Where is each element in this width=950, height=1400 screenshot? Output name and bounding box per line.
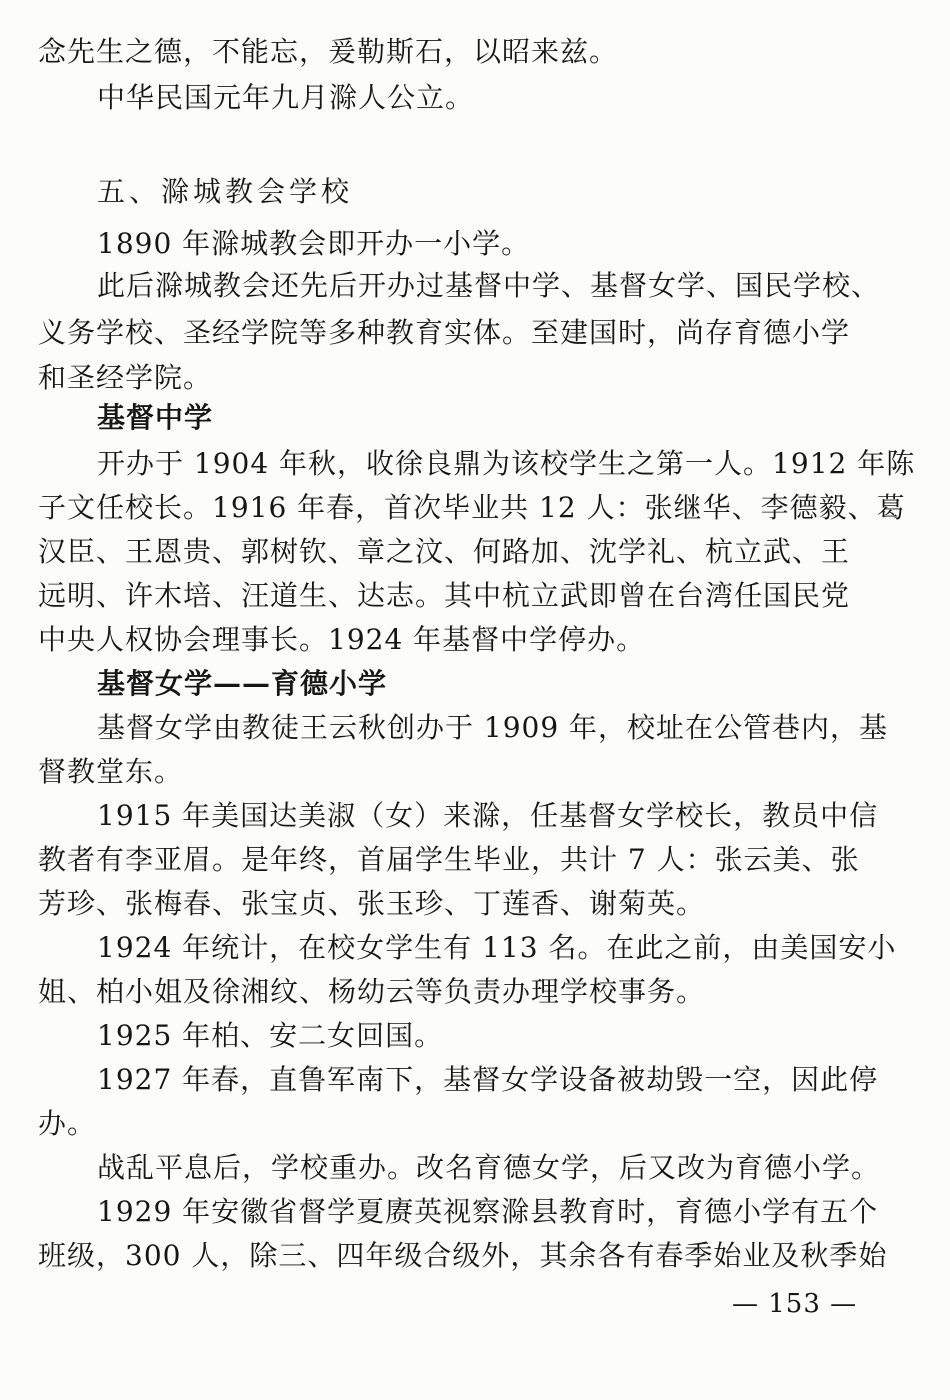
section-heading: 五、滁城教会学校 <box>97 175 354 208</box>
text-line: 开办于 1904 年秋，收徐良鼎为该校学生之第一人。1912 年陈 <box>97 447 916 480</box>
page-number: — 153 — <box>732 1289 858 1319</box>
text-line: 基督女学由教徒王云秋创办于 1909 年，校址在公管巷内，基 <box>97 711 889 744</box>
text-line: 远明、许木培、汪道生、达志。其中杭立武即曾在台湾任国民党 <box>38 579 851 612</box>
text-line: 1927 年春，直鲁军南下，基督女学设备被劫毁一空，因此停 <box>97 1063 879 1096</box>
text-line: 义务学校、圣经学院等多种教育实体。至建国时，尚存育德小学 <box>38 316 851 349</box>
text-line: 班级，300 人，除三、四年级合级外，其余各有春季始业及秋季始 <box>38 1239 888 1272</box>
subsection-heading: 基督女学——育德小学 <box>97 667 388 700</box>
text-line: 战乱平息后，学校重办。改名育德女学，后又改为育德小学。 <box>97 1151 881 1184</box>
text-line: 此后滁城教会还先后开办过基督中学、基督女学、国民学校、 <box>97 269 881 302</box>
text-line: 1924 年统计，在校女学生有 113 名。在此之前，由美国安小 <box>97 931 897 964</box>
text-line: 1890 年滁城教会即开办一小学。 <box>97 227 531 260</box>
text-line: 中央人权协会理事长。1924 年基督中学停办。 <box>38 623 646 656</box>
text-line: 念先生之德，不能忘，爰勒斯石，以昭来兹。 <box>38 35 619 68</box>
text-line: 芳珍、张梅春、张宝贞、张玉珍、丁莲香、谢菊英。 <box>38 887 706 920</box>
text-line: 和圣经学院。 <box>38 361 213 394</box>
text-line: 1929 年安徽省督学夏赓英视察滁县教育时，育德小学有五个 <box>97 1195 879 1228</box>
text-line: 中华民国元年九月滁人公立。 <box>97 81 475 114</box>
text-line: 教者有李亚眉。是年终，首届学生毕业，共计 7 人：张云美、张 <box>38 843 860 876</box>
subsection-heading: 基督中学 <box>97 401 214 434</box>
text-line: 1915 年美国达美淑（女）来滁，任基督女学校长，教员中信 <box>97 799 879 832</box>
text-line: 子文任校长。1916 年春，首次毕业共 12 人：张继华、李德毅、葛 <box>38 491 906 524</box>
text-line: 1925 年柏、安二女回国。 <box>97 1019 444 1052</box>
text-line: 督教堂东。 <box>38 755 184 788</box>
text-line: 姐、柏小姐及徐湘纹、杨幼云等负责办理学校事务。 <box>38 975 706 1008</box>
text-line: 办。 <box>38 1107 97 1140</box>
text-line: 汉臣、王恩贵、郭树钦、章之汶、何路加、沈学礼、杭立武、王 <box>38 535 851 568</box>
